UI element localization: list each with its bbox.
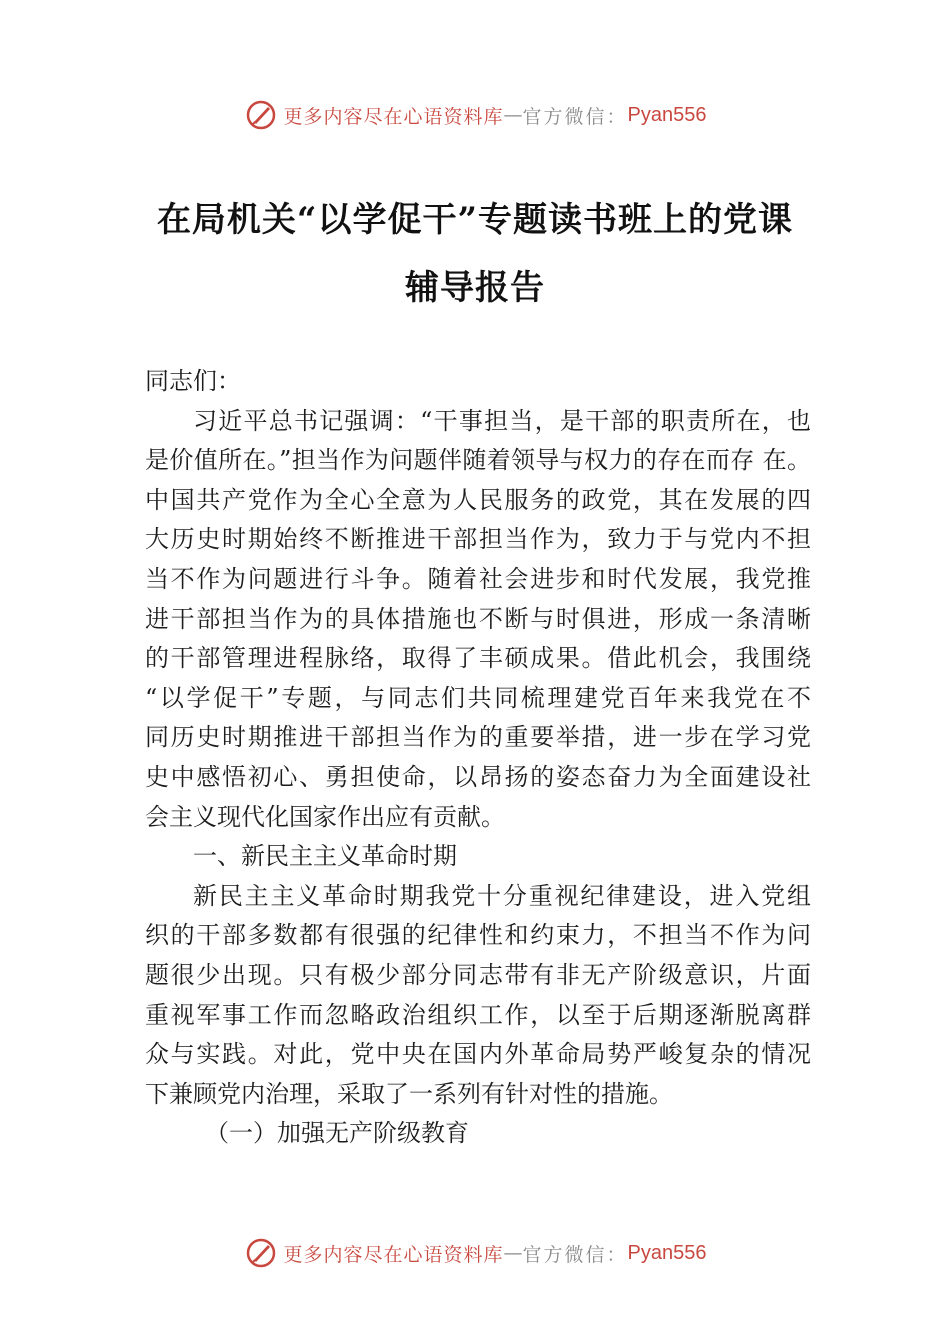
body-line: 中国共产党作为全心全意为人民服务的政党，其在发展的四 <box>145 485 811 514</box>
subsection-heading: （一）加强无产阶级教育 <box>205 1119 469 1148</box>
body-line: 是价值所在。”担当作为问题伴随着领导与权力的存在而存 在。 <box>145 446 811 475</box>
banner-wechat-id: Pyan556 <box>627 1241 707 1264</box>
body-line: 进干部担当作为的具体措施也不断与时俱进，形成一条清晰 <box>145 604 811 633</box>
banner-wechat-id: Pyan556 <box>627 103 707 126</box>
body-line: 下兼顾党内治理，采取了一系列有针对性的措施。 <box>145 1079 673 1108</box>
banner-wechat-label: 官方微信： <box>522 1243 628 1266</box>
header-watermark-banner <box>0 95 950 135</box>
banner-text: 更多内容尽在心语资料库 <box>283 1243 504 1266</box>
body-line: 的干部管理进程脉络，取得了丰硕成果。借此机会，我围绕 <box>145 644 811 673</box>
document-title-line-1: 在局机关“以学促干”专题读书班上的党课 <box>156 200 794 240</box>
body-line: 织的干部多数都有很强的纪律性和约束力，不担当不作为问 <box>145 921 811 950</box>
body-line: 题很少出现。只有极少部分同志带有非无产阶级意识，片面 <box>145 960 811 989</box>
banner-separator: — <box>503 104 523 126</box>
footer-watermark-banner <box>0 1233 950 1273</box>
body-line: 同历史时期推进干部担当作为的重要举措，进一步在学习党 <box>145 723 811 752</box>
body-line: 当不作为问题进行斗争。随着社会进步和时代发展，我党推 <box>145 564 811 593</box>
banner-separator: — <box>503 1242 523 1264</box>
body-line: 新民主主义革命时期我党十分重视纪律建设，进入党组 <box>193 881 811 910</box>
body-line: 会主义现代化国家作出应有贡献。 <box>145 802 505 831</box>
body-line: 众与实践。对此，党中央在国内外革命局势严峻复杂的情况 <box>145 1040 811 1069</box>
body-line: “以学促干”专题，与同志们共同梳理建党百年来我党在不 <box>145 683 811 712</box>
body-line: 大历史时期始终不断推进干部担当作为，致力于与党内不担 <box>145 525 811 554</box>
document-body <box>145 362 811 1154</box>
banner-text: 更多内容尽在心语资料库 <box>283 105 504 128</box>
banner-wechat-label: 官方微信： <box>522 105 628 128</box>
quill-logo-icon <box>244 98 278 132</box>
body-line: 习近平总书记强调：“干事担当，是干部的职责所在，也 <box>193 406 811 435</box>
section-heading: 一、新民主主义革命时期 <box>193 842 457 871</box>
quill-logo-icon <box>244 1236 278 1270</box>
body-line: 重视军事工作而忽略政治组织工作，以至于后期逐渐脱离群 <box>145 1000 811 1029</box>
document-title-line-2: 辅导报告 <box>405 268 545 308</box>
salutation: 同志们： <box>145 367 241 395</box>
body-line: 史中感悟初心、勇担使命，以昂扬的姿态奋力为全面建设社 <box>145 762 811 791</box>
